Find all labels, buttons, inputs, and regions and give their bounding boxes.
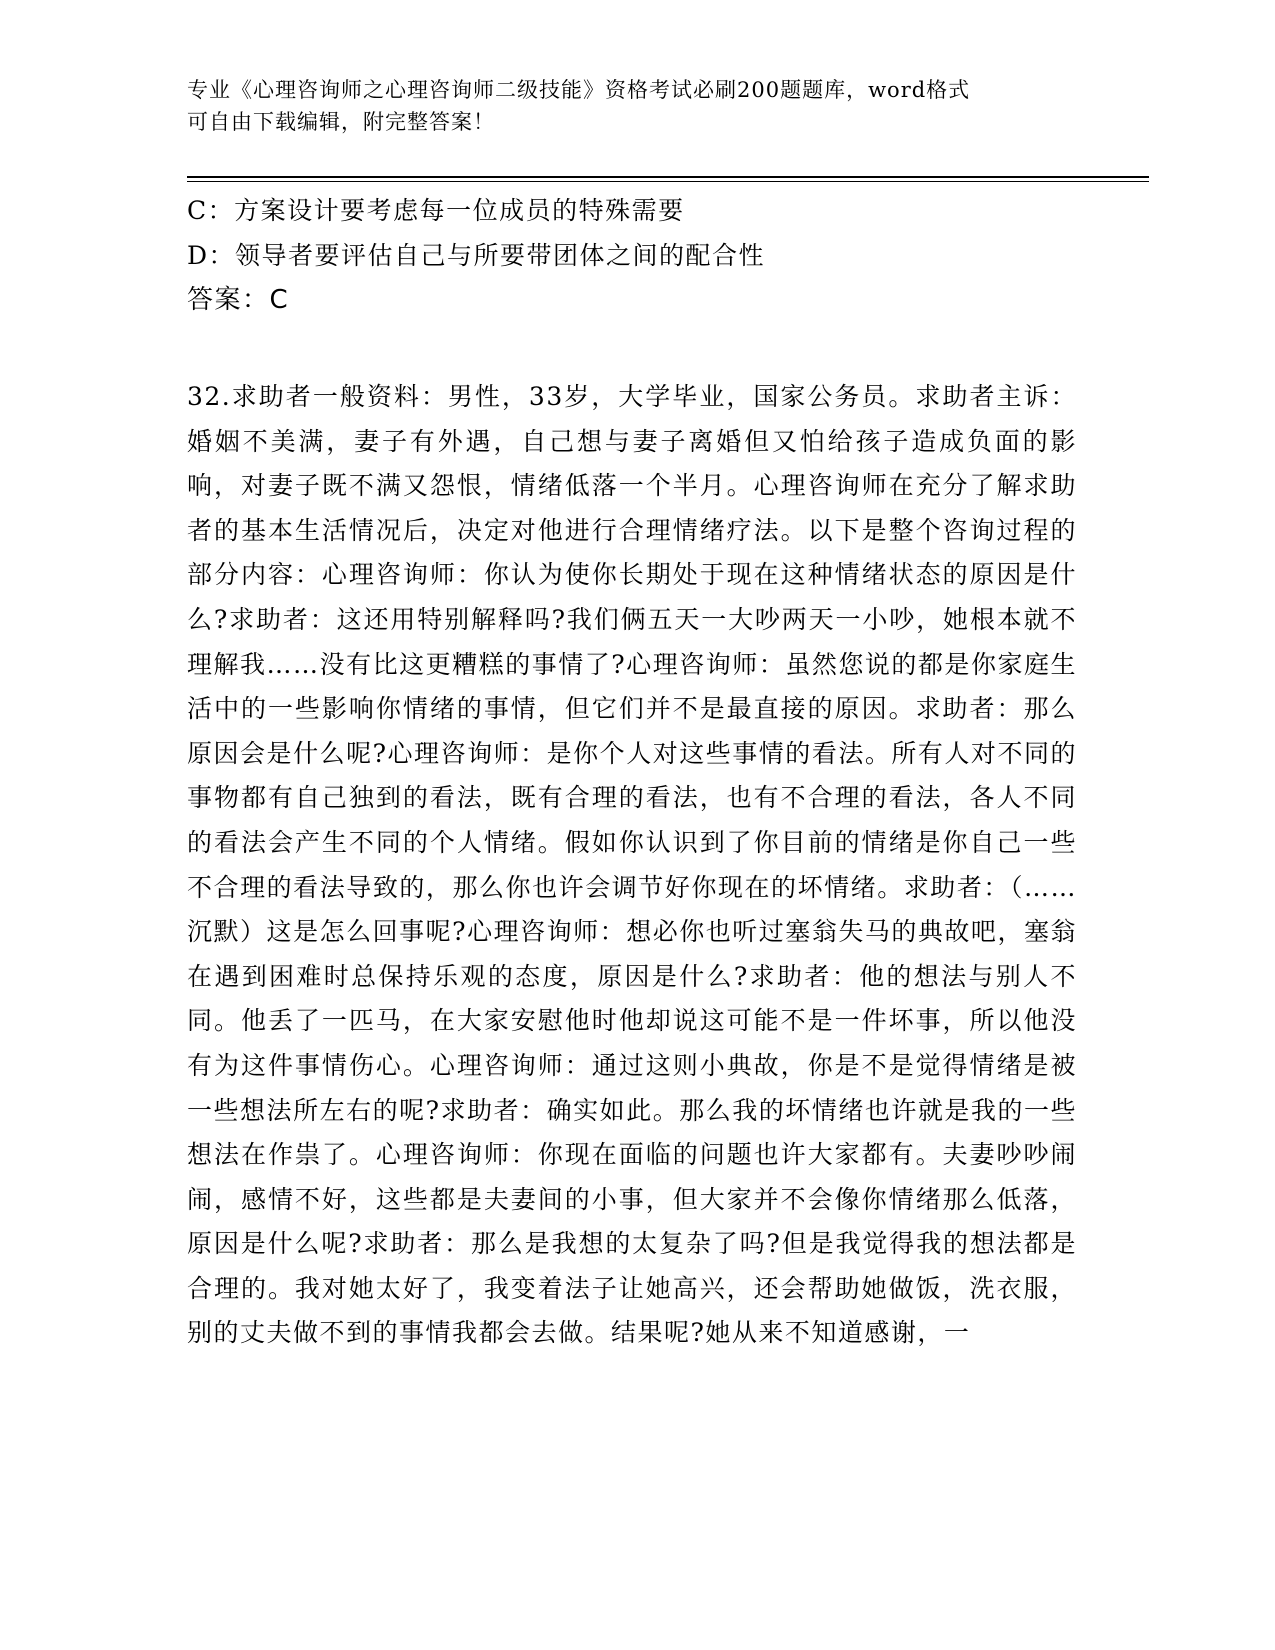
answer-line: 答案：C: [187, 285, 290, 315]
header-rule-thick: [187, 176, 1149, 178]
spacer: [187, 323, 1077, 375]
option-c: C：方案设计要考虑每一位成员的特殊需要: [187, 196, 685, 225]
header-line-2: 可自由下载编辑，附完整答案！: [187, 110, 495, 134]
question-32: 32.求助者一般资料：男性，33岁，大学毕业，国家公务员。求助者主诉：婚姻不美满，妻子有外遇，自己想与妻子离婚但又怕给孩子造成负面的影响，对妻子既不满又怨恨，情绪低落一个半月。心理咨询师在充分了解求助者的基本生活情况后，决定对他进行合理情绪疗法。以下是整个咨询过程的部分内容：心理咨询师：你认为使你长期处于现在这种情绪状态的原因是什么?求助者：这还用特别解释吗?我们俩五天一大吵两天一小吵，她根本就不理解我……没有比这更糟糕的事情了?心理咨询师：虽然您说的都是你家庭生活中的一些影响你情绪的事情，但它们并不是最直接的原因。求助者：那么原因会是什么呢?心理咨询师：是你个人对这些事情的看法。所有人对不同的事物都有自己独到的看法，既有合理的看法，也有不合理的看法，各人不同的看法会产生不同的个人情绪。假如你认识到了你目前的情绪是你自己一些不合理的看法导致的，那么你也许会调节好你现在的坏情绪。求助者：（……沉默）这是怎么回事呢?心理咨询师：想必你也听过塞翁失马的典故吧，塞翁在遇到困难时总保持乐观的态度，原因是什么?求助者：他的想法与别人不同。他丢了一匹马，在大家安慰他时他却说这可能不是一件坏事，所以他没有为这件事情伤心。心理咨询师：通过这则小典故，你是不是觉得情绪是被一些想法所左右的呢?求助者：确实如此。那么我的坏情绪也许就是我的一些想法在作祟了。心理咨询师：你现在面临的问题也许大家都有。夫妻吵吵闹闹，感情不好，这些都是夫妻间的小事，但大家并不会像你情绪那么低落，原因是什么呢?求助者：那么是我想的太复杂了吗?但是我觉得我的想法都是合理的。我对她太好了，我变着法子让她高兴，还会帮助她做饭，洗衣服，别的丈夫做不到的事情我都会去做。结果呢?她从来不知道感谢，一: [187, 382, 1077, 1348]
option-d: D：领导者要评估自己与所要带团体之间的配合性: [187, 241, 766, 270]
header-rule-thin: [187, 181, 1149, 182]
page-header: [187, 74, 1067, 138]
header-line-1: 专业《心理咨询师之心理咨询师二级技能》资格考试必刷200题题库，word格式: [187, 78, 971, 102]
document-body: [187, 188, 1077, 1356]
